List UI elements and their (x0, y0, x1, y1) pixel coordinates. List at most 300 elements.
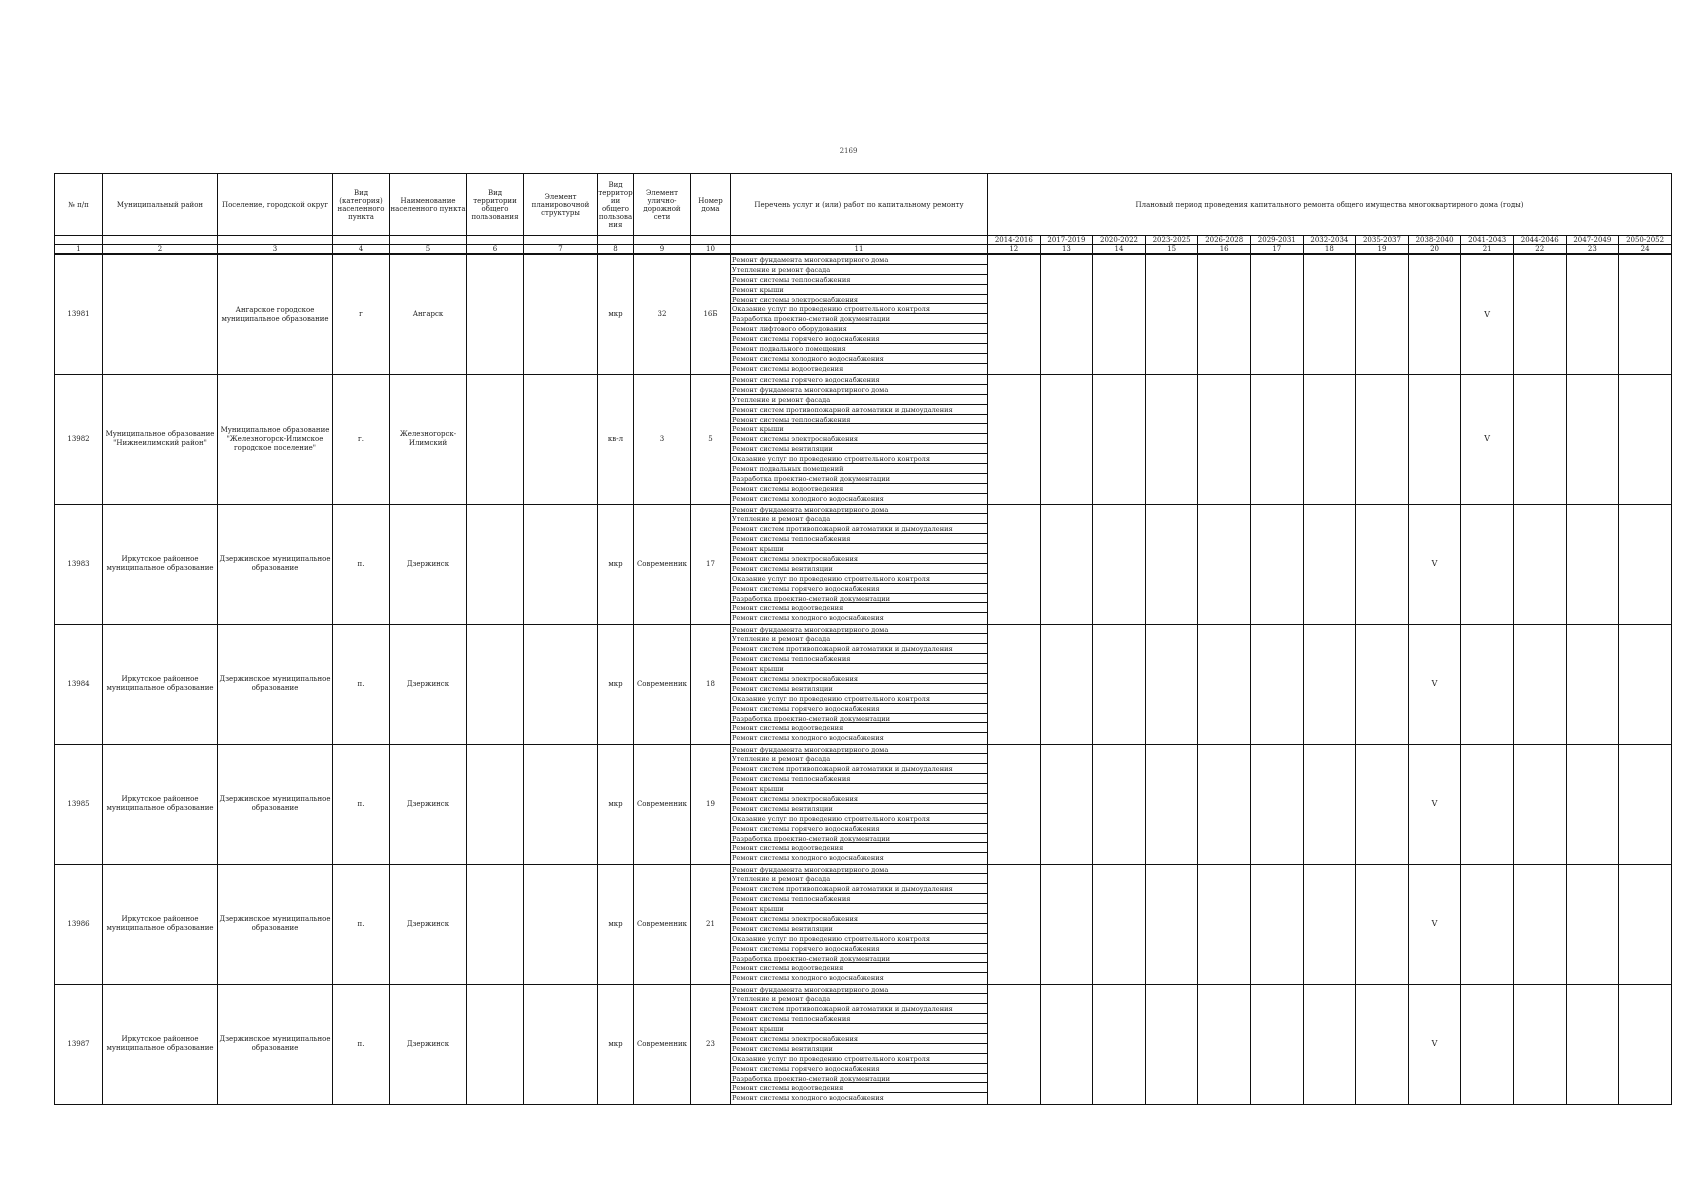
cell-locality: Дзержинск (390, 984, 467, 1104)
header-row (55, 174, 1672, 236)
cell-locality: Ангарск (390, 254, 467, 375)
period-cell (1513, 504, 1566, 624)
col-header-num: № п/п (55, 174, 103, 236)
cell-element (524, 254, 598, 375)
work-item: Разработка проектно-сметной документации (731, 954, 987, 964)
work-item: Ремонт системы вентиляции (731, 684, 987, 694)
period-mark: V (1431, 919, 1438, 929)
period-cell (988, 624, 1041, 744)
work-item: Разработка проектно-сметной документации (731, 314, 987, 324)
period-header: 2044-2046 (1513, 236, 1566, 245)
period-cell (1408, 984, 1461, 1104)
period-mark: V (1484, 309, 1491, 319)
cell-territory (467, 254, 524, 375)
cell-num: 13985 (55, 744, 103, 864)
work-item: Разработка проектно-сметной документации (731, 474, 987, 484)
work-item: Ремонт системы холодного водоснабжения (731, 354, 987, 364)
work-item: Ремонт фундамента многоквартирного дома (731, 745, 987, 755)
work-item: Ремонт системы вентиляции (731, 564, 987, 574)
period-cell (1408, 624, 1461, 744)
period-cell (1145, 504, 1198, 624)
work-item: Ремонт системы горячего водоснабжения (731, 1064, 987, 1074)
period-cell (1040, 375, 1093, 505)
work-item: Ремонт фундамента многоквартирного дома (731, 255, 987, 265)
period-cell (1513, 624, 1566, 744)
page-number: 2169 (839, 147, 858, 155)
cell-district: Иркутское районное муниципальное образование (103, 504, 218, 624)
table-row (55, 624, 1672, 744)
period-header: 2017-2019 (1040, 236, 1093, 245)
period-cell (1461, 744, 1514, 864)
period-cell (1250, 744, 1303, 864)
cell-street: 3 (634, 375, 691, 505)
period-header: 2014-2016 (988, 236, 1041, 245)
period-cell (1303, 504, 1356, 624)
cell-territory (467, 504, 524, 624)
cell-element (524, 504, 598, 624)
cell-district: Иркутское районное муниципальное образование (103, 624, 218, 744)
work-item: Ремонт системы холодного водоснабжения (732, 614, 884, 623)
cell-territory (467, 624, 524, 744)
column-number: 17 (1250, 245, 1303, 255)
column-number: 1 (55, 245, 103, 255)
work-item: Ремонт системы горячего водоснабжения (731, 704, 987, 714)
period-cell (1040, 254, 1093, 375)
period-cell (1303, 744, 1356, 864)
column-number: 16 (1198, 245, 1251, 255)
work-item: Ремонт системы электроснабжения (731, 554, 987, 564)
cell-district: Муниципальное образование "Нижнеилимский район" (103, 375, 218, 505)
cell-area: кв-л (598, 375, 634, 505)
cell-kind: г. (333, 375, 390, 505)
work-item: Ремонт системы горячего водоснабжения (731, 375, 987, 385)
work-item: Ремонт системы теплоснабжения (731, 415, 987, 425)
column-number: 23 (1566, 245, 1619, 255)
work-item: Ремонт систем противопожарной автоматики и дымоудаления (731, 405, 987, 415)
period-cell (1356, 984, 1409, 1104)
cell-area: мкр (598, 744, 634, 864)
work-item: Ремонт фундамента многоквартирного дома (731, 865, 987, 875)
work-item: Ремонт системы водоотведения (731, 484, 987, 494)
period-cell (1040, 744, 1093, 864)
capital-repair-table (54, 173, 1672, 1105)
period-cell (1461, 624, 1514, 744)
work-item: Ремонт крыши (731, 664, 987, 674)
work-item: Ремонт систем противопожарной автоматики и дымоудаления (731, 524, 987, 534)
period-cell (1250, 375, 1303, 505)
period-mark: V (1431, 799, 1438, 809)
table-row (55, 744, 1672, 864)
blank-cell (598, 236, 634, 245)
period-cell (1408, 504, 1461, 624)
table-row (55, 984, 1672, 1104)
column-number: 21 (1461, 245, 1514, 255)
cell-territory (467, 744, 524, 864)
blank-cell (333, 236, 390, 245)
works-list (731, 984, 988, 1104)
work-item: Ремонт системы электроснабжения (731, 914, 987, 924)
column-number: 14 (1093, 245, 1146, 255)
work-item: Ремонт системы теплоснабжения (731, 275, 987, 285)
col-header-territory: Вид территории общего пользования (467, 174, 524, 236)
col-header-house: Номер дома (691, 174, 731, 236)
period-header: 2038-2040 (1408, 236, 1461, 245)
cell-street: Современник (634, 984, 691, 1104)
work-item: Ремонт подвального помещения (731, 344, 987, 354)
blank-cell (524, 236, 598, 245)
period-header: 2029-2031 (1250, 236, 1303, 245)
period-cell (1566, 254, 1619, 375)
period-cell (988, 744, 1041, 864)
period-cell (1461, 864, 1514, 984)
period-cell (988, 375, 1041, 505)
work-item: Ремонт крыши (731, 904, 987, 914)
cell-element (524, 624, 598, 744)
blank-cell (55, 236, 103, 245)
column-number: 7 (524, 245, 598, 255)
period-cell (1093, 375, 1146, 505)
works-list (731, 504, 988, 624)
work-item: Ремонт системы электроснабжения (731, 794, 987, 804)
table-row (55, 254, 1672, 375)
period-cell (988, 254, 1041, 375)
col-header-period: Плановый период проведения капитального ремонта общего имущества многоквартирного дома (годы) (988, 174, 1672, 236)
work-item: Оказание услуг по проведению строительного контроля (731, 304, 987, 314)
period-cell (1513, 375, 1566, 505)
blank-cell (218, 236, 333, 245)
period-cell (1040, 984, 1093, 1104)
period-cell (1093, 984, 1146, 1104)
period-cell (1513, 744, 1566, 864)
work-item: Ремонт системы холодного водоснабжения (732, 974, 884, 983)
cell-house: 23 (691, 984, 731, 1104)
blank-cell (390, 236, 467, 245)
cell-locality: Дзержинск (390, 504, 467, 624)
period-cell (1198, 624, 1251, 744)
column-number: 3 (218, 245, 333, 255)
cell-district (103, 254, 218, 375)
cell-settlement: Ангарское городское муниципальное образование (218, 254, 333, 375)
cell-district: Иркутское районное муниципальное образование (103, 864, 218, 984)
work-item: Ремонт подвальных помещений (731, 464, 987, 474)
work-item: Ремонт крыши (731, 424, 987, 434)
cell-area: мкр (598, 984, 634, 1104)
column-number: 15 (1145, 245, 1198, 255)
period-cell (1303, 984, 1356, 1104)
cell-element (524, 375, 598, 505)
column-number: 2 (103, 245, 218, 255)
cell-house: 16Б (691, 254, 731, 375)
cell-settlement: Дзержинское муниципальное образование (218, 624, 333, 744)
period-cell (1461, 984, 1514, 1104)
work-item: Оказание услуг по проведению строительного контроля (731, 1054, 987, 1064)
column-number: 20 (1408, 245, 1461, 255)
col-header-district: Муниципальный район (103, 174, 218, 236)
period-cell (1356, 254, 1409, 375)
cell-street: Современник (634, 504, 691, 624)
period-cell (1040, 864, 1093, 984)
table-body (55, 254, 1672, 1104)
work-item: Ремонт системы вентиляции (731, 444, 987, 454)
work-item: Ремонт системы электроснабжения (731, 674, 987, 684)
work-item: Оказание услуг по проведению строительного контроля (731, 574, 987, 584)
cell-element (524, 984, 598, 1104)
period-cell (1145, 375, 1198, 505)
cell-territory (467, 984, 524, 1104)
period-cell (1356, 504, 1409, 624)
cell-locality: Дзержинск (390, 864, 467, 984)
work-item: Ремонт системы горячего водоснабжения (731, 944, 987, 954)
work-item: Ремонт крыши (731, 1024, 987, 1034)
period-cell (1408, 744, 1461, 864)
column-numbers-row (55, 245, 1672, 255)
period-cell (1303, 254, 1356, 375)
period-cell (1461, 254, 1514, 375)
period-header: 2032-2034 (1303, 236, 1356, 245)
period-cell (1408, 375, 1461, 505)
column-number: 10 (691, 245, 731, 255)
cell-num: 13982 (55, 375, 103, 505)
period-cell (1093, 254, 1146, 375)
cell-street: Современник (634, 744, 691, 864)
period-cell (1619, 375, 1672, 505)
period-cell (1198, 864, 1251, 984)
work-item: Разработка проектно-сметной документации (731, 834, 987, 844)
period-cell (1619, 624, 1672, 744)
work-item: Ремонт системы теплоснабжения (731, 534, 987, 544)
period-mark: V (1431, 679, 1438, 689)
cell-street: Современник (634, 864, 691, 984)
cell-element (524, 864, 598, 984)
period-header: 2035-2037 (1356, 236, 1409, 245)
column-number: 22 (1513, 245, 1566, 255)
work-item: Ремонт системы электроснабжения (731, 434, 987, 444)
cell-num: 13986 (55, 864, 103, 984)
table-row (55, 864, 1672, 984)
cell-house: 5 (691, 375, 731, 505)
work-item: Ремонт системы электроснабжения (731, 295, 987, 305)
work-item: Ремонт систем противопожарной автоматики и дымоудаления (731, 764, 987, 774)
period-cell (1040, 624, 1093, 744)
cell-house: 21 (691, 864, 731, 984)
cell-house: 18 (691, 624, 731, 744)
work-item: Ремонт системы водоотведения (731, 1083, 987, 1093)
period-cell (1303, 375, 1356, 505)
cell-settlement: Дзержинское муниципальное образование (218, 864, 333, 984)
work-item: Разработка проектно-сметной документации (731, 1074, 987, 1084)
period-cell (1566, 375, 1619, 505)
cell-territory (467, 375, 524, 505)
period-cell (1356, 744, 1409, 864)
cell-num: 13983 (55, 504, 103, 624)
work-item: Оказание услуг по проведению строительного контроля (731, 814, 987, 824)
work-item: Ремонт систем противопожарной автоматики и дымоудаления (731, 1004, 987, 1014)
work-item: Утепление и ремонт фасада (731, 754, 987, 764)
work-item: Утепление и ремонт фасада (731, 874, 987, 884)
period-cell (1619, 984, 1672, 1104)
column-number: 5 (390, 245, 467, 255)
cell-street: 32 (634, 254, 691, 375)
column-number: 11 (731, 245, 988, 255)
blank-cell (467, 236, 524, 245)
works-list (731, 744, 988, 864)
period-cell (1356, 864, 1409, 984)
period-cell (1303, 864, 1356, 984)
period-cell (1408, 864, 1461, 984)
work-item: Ремонт системы холодного водоснабжения (732, 494, 884, 503)
work-item: Ремонт крыши (731, 784, 987, 794)
period-cell (1566, 744, 1619, 864)
period-header: 2047-2049 (1566, 236, 1619, 245)
period-cell (988, 984, 1041, 1104)
cell-area: мкр (598, 254, 634, 375)
cell-area: мкр (598, 504, 634, 624)
work-item: Ремонт фундамента многоквартирного дома (731, 385, 987, 395)
cell-kind: п. (333, 984, 390, 1104)
work-item: Ремонт системы вентиляции (731, 1044, 987, 1054)
column-number: 8 (598, 245, 634, 255)
period-cell (1566, 504, 1619, 624)
period-cell (1145, 984, 1198, 1104)
table-row (55, 504, 1672, 624)
col-header-element: Элемент планировочной структуры (524, 174, 598, 236)
cell-house: 19 (691, 744, 731, 864)
cell-district: Иркутское районное муниципальное образование (103, 984, 218, 1104)
work-item: Ремонт крыши (731, 544, 987, 554)
period-cell (1619, 504, 1672, 624)
cell-kind: п. (333, 744, 390, 864)
period-cell (988, 504, 1041, 624)
cell-locality: Железногорск-Илимский (390, 375, 467, 505)
blank-cell (731, 236, 988, 245)
period-cell (1198, 504, 1251, 624)
work-item: Ремонт системы вентиляции (731, 924, 987, 934)
column-number: 24 (1619, 245, 1672, 255)
work-item: Ремонт системы холодного водоснабжения (732, 854, 884, 863)
period-cell (1145, 744, 1198, 864)
col-header-kind: Вид (категория) населенного пункта (333, 174, 390, 236)
period-cell (1356, 375, 1409, 505)
work-item: Утепление и ремонт фасада (731, 395, 987, 405)
period-mark: V (1431, 559, 1438, 569)
work-item: Ремонт крыши (731, 285, 987, 295)
column-number: 9 (634, 245, 691, 255)
work-item: Ремонт системы вентиляции (731, 804, 987, 814)
period-header: 2023-2025 (1145, 236, 1198, 245)
column-number: 6 (467, 245, 524, 255)
column-number: 12 (988, 245, 1041, 255)
period-cell (1250, 624, 1303, 744)
work-item: Ремонт системы водоотведения (731, 843, 987, 853)
cell-house: 17 (691, 504, 731, 624)
period-cell (1093, 864, 1146, 984)
works-list (731, 254, 988, 375)
period-cell (1303, 624, 1356, 744)
work-item: Ремонт системы водоотведения (731, 603, 987, 613)
work-item: Утепление и ремонт фасада (731, 994, 987, 1004)
period-cell (1619, 864, 1672, 984)
col-header-street: Элемент улично-дорожной сети (634, 174, 691, 236)
column-number: 19 (1356, 245, 1409, 255)
work-item: Ремонт системы теплоснабжения (731, 774, 987, 784)
period-cell (1250, 504, 1303, 624)
work-item: Оказание услуг по проведению строительного контроля (731, 454, 987, 464)
period-cell (1145, 624, 1198, 744)
works-list (731, 624, 988, 744)
work-item: Оказание услуг по проведению строительного контроля (731, 694, 987, 704)
work-item: Утепление и ремонт фасада (731, 514, 987, 524)
cell-settlement: Дзержинское муниципальное образование (218, 504, 333, 624)
col-header-settlement: Поселение, городской округ (218, 174, 333, 236)
period-cell (1513, 984, 1566, 1104)
period-cell (1250, 984, 1303, 1104)
cell-kind: г (333, 254, 390, 375)
cell-num: 13981 (55, 254, 103, 375)
column-number: 18 (1303, 245, 1356, 255)
work-item: Ремонт системы водоотведения (731, 723, 987, 733)
period-cell (1093, 624, 1146, 744)
period-cell (1198, 744, 1251, 864)
work-item: Ремонт системы теплоснабжения (731, 654, 987, 664)
cell-num: 13984 (55, 624, 103, 744)
work-item: Разработка проектно-сметной документации (731, 714, 987, 724)
column-number: 13 (1040, 245, 1093, 255)
col-header-area-kind: Вид территории общего пользования (598, 174, 634, 236)
work-item: Ремонт фундамента многоквартирного дома (731, 985, 987, 995)
period-cell (1198, 375, 1251, 505)
period-cell (1513, 254, 1566, 375)
period-mark: V (1431, 1039, 1438, 1049)
work-item: Ремонт фундамента многоквартирного дома (731, 505, 987, 515)
period-cell (1566, 624, 1619, 744)
works-list (731, 864, 988, 984)
work-item: Ремонт системы водоотведения (731, 963, 987, 973)
col-header-locality: Наименование населенного пункта (390, 174, 467, 236)
period-header: 2050-2052 (1619, 236, 1672, 245)
period-cell (1145, 864, 1198, 984)
period-cell (1408, 254, 1461, 375)
work-item: Ремонт системы водоотведения (732, 364, 844, 373)
column-number: 4 (333, 245, 390, 255)
cell-territory (467, 864, 524, 984)
period-cell (1513, 864, 1566, 984)
period-cell (1040, 504, 1093, 624)
period-cell (1093, 504, 1146, 624)
blank-cell (634, 236, 691, 245)
cell-element (524, 744, 598, 864)
work-item: Ремонт систем противопожарной автоматики и дымоудаления (731, 884, 987, 894)
period-cell (988, 864, 1041, 984)
work-item: Ремонт системы горячего водоснабжения (731, 824, 987, 834)
blank-cell (691, 236, 731, 245)
period-cell (1566, 864, 1619, 984)
periods-row (55, 236, 1672, 245)
work-item: Ремонт системы горячего водоснабжения (731, 334, 987, 344)
work-item: Ремонт фундамента многоквартирного дома (731, 625, 987, 635)
period-header: 2041-2043 (1461, 236, 1514, 245)
cell-locality: Дзержинск (390, 744, 467, 864)
period-cell (1145, 254, 1198, 375)
work-item: Ремонт системы горячего водоснабжения (731, 584, 987, 594)
period-cell (1619, 254, 1672, 375)
work-item: Оказание услуг по проведению строительного контроля (731, 934, 987, 944)
period-cell (1566, 984, 1619, 1104)
work-item: Ремонт системы холодного водоснабжения (732, 734, 884, 743)
work-item: Утепление и ремонт фасада (731, 265, 987, 275)
work-item: Ремонт системы теплоснабжения (731, 894, 987, 904)
cell-street: Современник (634, 624, 691, 744)
cell-area: мкр (598, 864, 634, 984)
